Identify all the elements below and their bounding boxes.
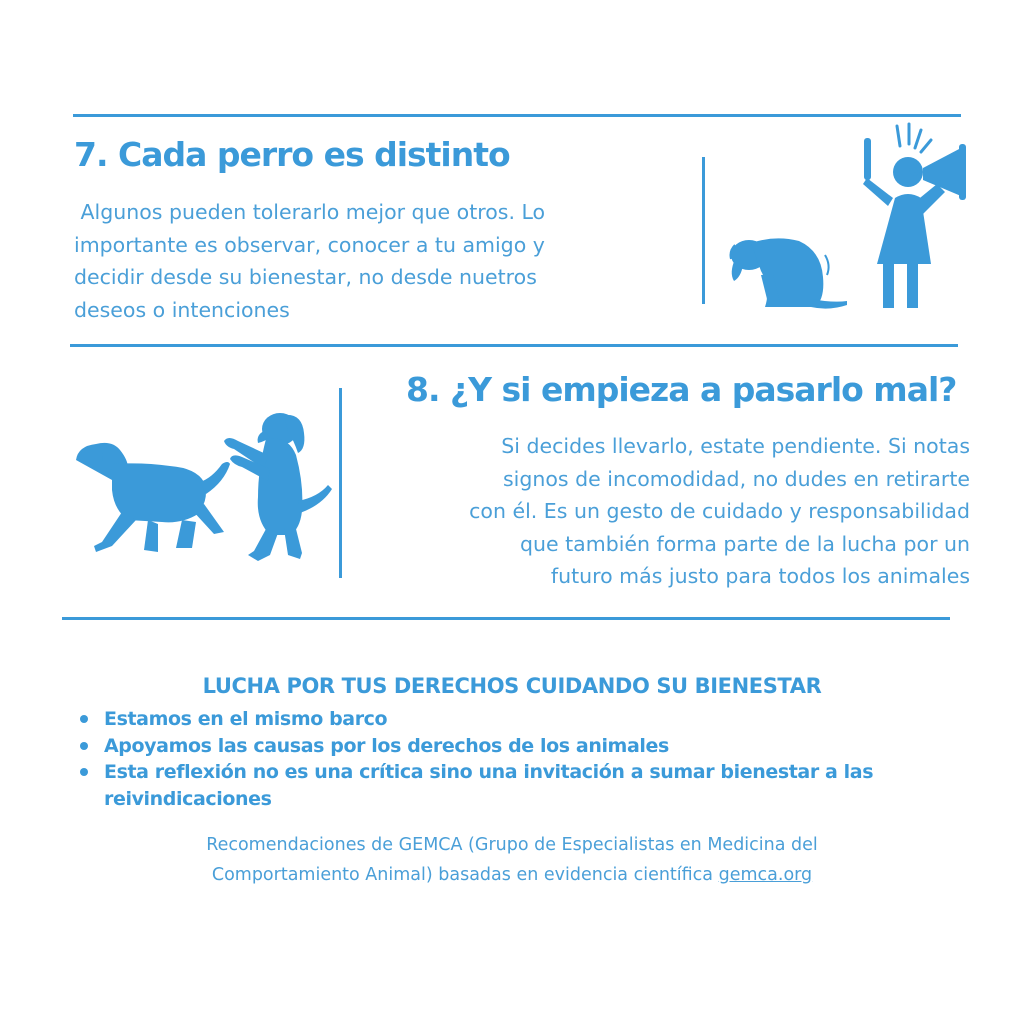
section-7-line: deseos o intenciones [74,297,290,322]
rights-banner: LUCHA POR TUS DERECHOS CUIDANDO SU BIENESTAR [202,674,822,698]
list-item: Esta reflexión no es una crítica sino una invitación a sumar bienestar a las reivindicaciones [80,759,980,812]
bottom-divider [62,617,950,620]
section-8-text [469,430,970,593]
footer-line-1: Recomendaciones de GEMCA (Grupo de Especialistas en Medicina del [206,835,818,855]
person-with-megaphone-icon [855,122,980,312]
list-item: Estamos en el mismo barco [80,706,980,733]
footer-line-2: Comportamiento Animal) basadas en evidencia científica [211,865,714,885]
section-8-title: 8. ¿Y si empieza a pasarlo mal? [406,370,957,409]
top-divider [73,114,961,117]
standing-dog-icon [218,405,333,567]
middle-divider [70,344,958,347]
section-7-line: Algunos pueden tolerarlo mejor que otros. Lo [74,200,546,224]
sitting-dog-icon [725,225,855,313]
bullet-list [80,706,980,812]
section-7-line: decidir desde su bienestar, no desde nuetros [74,265,537,289]
list-item: Apoyamos las causas por los derechos de los animales [80,733,980,760]
section-8-line: Si decides llevarlo, estate pendiente. Si notas [501,434,970,458]
section-7-line: importante es observar, conocer a tu amigo y [74,232,545,257]
footer-credits [0,830,1024,890]
section-8-line: futuro más justo para todos los animales [550,564,970,588]
gemca-link[interactable]: gemca.org [718,865,813,885]
section-7-text [74,196,545,326]
running-dog-icon [72,438,234,560]
section-8-line: que también forma parte de la lucha por un [519,531,970,556]
section-7-separator [702,157,705,304]
section-8-line: signos de incomodidad, no dudes en retirarte [503,466,970,491]
section-8-separator [339,388,342,578]
section-8-line: con él. Es un gesto de cuidado y responsabilidad [469,499,970,523]
section-7-title: 7. Cada perro es distinto [74,135,510,174]
